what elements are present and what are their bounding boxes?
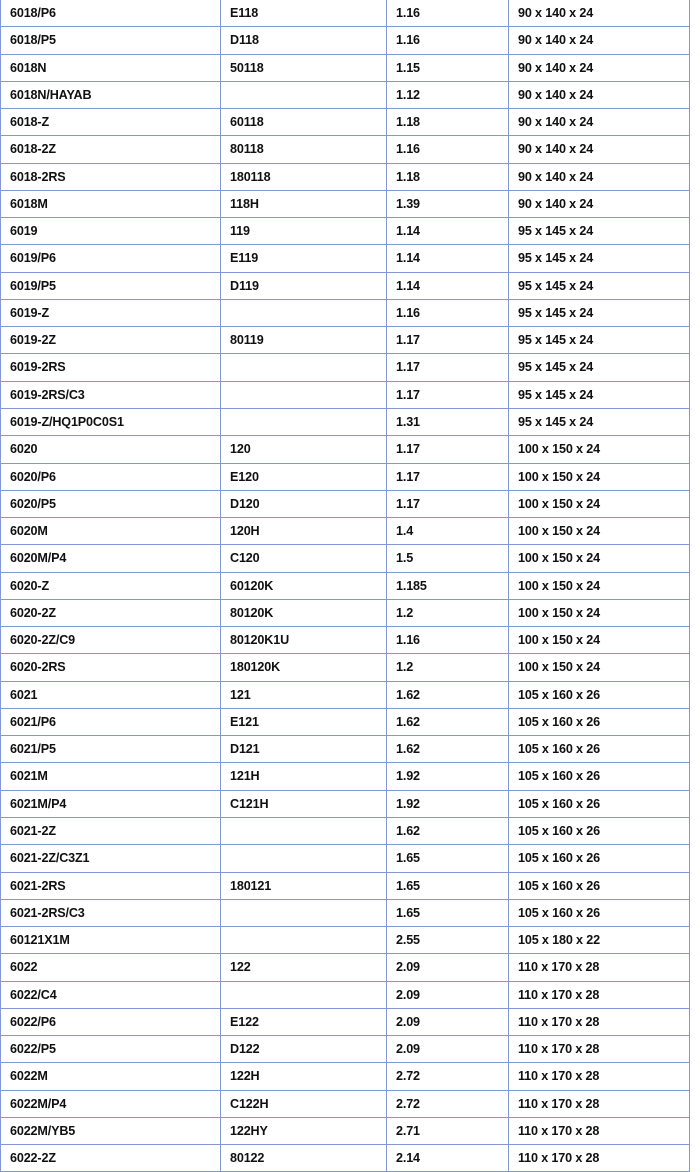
cell-dimensions_mm: 90 x 140 x 24 xyxy=(509,109,690,136)
cell-old_code: 80122 xyxy=(221,1145,387,1172)
cell-dimensions_mm: 95 x 145 x 24 xyxy=(509,245,690,272)
cell-designation: 60121X1M xyxy=(1,927,221,954)
cell-designation: 6019/P6 xyxy=(1,245,221,272)
cell-old_code xyxy=(221,81,387,108)
cell-old_code: E121 xyxy=(221,708,387,735)
cell-designation: 6022 xyxy=(1,954,221,981)
cell-designation: 6020-2Z xyxy=(1,599,221,626)
cell-weight_kg: 1.2 xyxy=(387,654,509,681)
cell-designation: 6018N/HAYAB xyxy=(1,81,221,108)
cell-weight_kg: 2.72 xyxy=(387,1063,509,1090)
table-row xyxy=(1,490,690,517)
cell-weight_kg: 1.15 xyxy=(387,54,509,81)
cell-designation: 6019/P5 xyxy=(1,272,221,299)
cell-weight_kg: 2.14 xyxy=(387,1145,509,1172)
cell-designation: 6020M xyxy=(1,518,221,545)
cell-designation: 6021-2RS xyxy=(1,872,221,899)
cell-old_code: 118H xyxy=(221,190,387,217)
cell-old_code: E122 xyxy=(221,1008,387,1035)
cell-dimensions_mm: 105 x 160 x 26 xyxy=(509,899,690,926)
cell-dimensions_mm: 110 x 170 x 28 xyxy=(509,1008,690,1035)
table-row xyxy=(1,327,690,354)
cell-designation: 6018-Z xyxy=(1,109,221,136)
cell-dimensions_mm: 95 x 145 x 24 xyxy=(509,218,690,245)
cell-old_code: D122 xyxy=(221,1036,387,1063)
table-row xyxy=(1,845,690,872)
table-row xyxy=(1,1090,690,1117)
table-row xyxy=(1,163,690,190)
cell-weight_kg: 2.72 xyxy=(387,1090,509,1117)
cell-old_code: D120 xyxy=(221,490,387,517)
cell-designation: 6020 xyxy=(1,436,221,463)
cell-weight_kg: 1.16 xyxy=(387,299,509,326)
cell-weight_kg: 1.12 xyxy=(387,81,509,108)
cell-dimensions_mm: 105 x 160 x 26 xyxy=(509,763,690,790)
cell-designation: 6022M/P4 xyxy=(1,1090,221,1117)
cell-designation: 6022/P5 xyxy=(1,1036,221,1063)
cell-weight_kg: 1.16 xyxy=(387,627,509,654)
cell-designation: 6021/P5 xyxy=(1,736,221,763)
cell-old_code: 180120K xyxy=(221,654,387,681)
cell-old_code: 50118 xyxy=(221,54,387,81)
cell-dimensions_mm: 95 x 145 x 24 xyxy=(509,299,690,326)
cell-designation: 6020-2Z/C9 xyxy=(1,627,221,654)
cell-old_code: 121 xyxy=(221,681,387,708)
table-row xyxy=(1,1008,690,1035)
table-row xyxy=(1,1117,690,1144)
cell-designation: 6018N xyxy=(1,54,221,81)
cell-designation: 6019-Z xyxy=(1,299,221,326)
table-row xyxy=(1,27,690,54)
cell-weight_kg: 1.17 xyxy=(387,354,509,381)
table-row xyxy=(1,790,690,817)
cell-old_code: 122 xyxy=(221,954,387,981)
cell-designation: 6022M/YB5 xyxy=(1,1117,221,1144)
cell-dimensions_mm: 90 x 140 x 24 xyxy=(509,190,690,217)
cell-dimensions_mm: 100 x 150 x 24 xyxy=(509,572,690,599)
cell-designation: 6019-2RS xyxy=(1,354,221,381)
cell-designation: 6021M xyxy=(1,763,221,790)
table-row xyxy=(1,109,690,136)
cell-old_code xyxy=(221,299,387,326)
cell-dimensions_mm: 90 x 140 x 24 xyxy=(509,163,690,190)
cell-weight_kg: 1.14 xyxy=(387,272,509,299)
table-row xyxy=(1,190,690,217)
cell-designation: 6019-Z/HQ1P0C0S1 xyxy=(1,408,221,435)
cell-old_code xyxy=(221,981,387,1008)
cell-designation: 6020-2RS xyxy=(1,654,221,681)
table-row xyxy=(1,654,690,681)
table-row xyxy=(1,872,690,899)
cell-old_code xyxy=(221,927,387,954)
cell-weight_kg: 1.14 xyxy=(387,218,509,245)
cell-weight_kg: 1.62 xyxy=(387,736,509,763)
cell-designation: 6020/P6 xyxy=(1,463,221,490)
table-row xyxy=(1,463,690,490)
cell-dimensions_mm: 110 x 170 x 28 xyxy=(509,1090,690,1117)
table-row xyxy=(1,927,690,954)
cell-dimensions_mm: 100 x 150 x 24 xyxy=(509,518,690,545)
cell-old_code xyxy=(221,817,387,844)
cell-dimensions_mm: 100 x 150 x 24 xyxy=(509,436,690,463)
table-row xyxy=(1,381,690,408)
cell-old_code: 60120K xyxy=(221,572,387,599)
table-row xyxy=(1,136,690,163)
table-row xyxy=(1,0,690,27)
cell-dimensions_mm: 105 x 180 x 22 xyxy=(509,927,690,954)
cell-old_code: D119 xyxy=(221,272,387,299)
cell-dimensions_mm: 100 x 150 x 24 xyxy=(509,463,690,490)
cell-dimensions_mm: 110 x 170 x 28 xyxy=(509,1117,690,1144)
cell-weight_kg: 1.2 xyxy=(387,599,509,626)
cell-weight_kg: 2.09 xyxy=(387,1036,509,1063)
table-row xyxy=(1,518,690,545)
cell-dimensions_mm: 100 x 150 x 24 xyxy=(509,545,690,572)
cell-weight_kg: 1.92 xyxy=(387,763,509,790)
cell-designation: 6022M xyxy=(1,1063,221,1090)
cell-dimensions_mm: 110 x 170 x 28 xyxy=(509,1145,690,1172)
cell-weight_kg: 1.14 xyxy=(387,245,509,272)
cell-dimensions_mm: 110 x 170 x 28 xyxy=(509,981,690,1008)
cell-dimensions_mm: 95 x 145 x 24 xyxy=(509,272,690,299)
table-row xyxy=(1,1063,690,1090)
cell-weight_kg: 1.17 xyxy=(387,381,509,408)
table-body xyxy=(1,0,690,1172)
table-row xyxy=(1,817,690,844)
cell-weight_kg: 1.17 xyxy=(387,436,509,463)
cell-dimensions_mm: 95 x 145 x 24 xyxy=(509,327,690,354)
cell-designation: 6021 xyxy=(1,681,221,708)
cell-old_code: D118 xyxy=(221,27,387,54)
cell-dimensions_mm: 90 x 140 x 24 xyxy=(509,54,690,81)
cell-designation: 6020M/P4 xyxy=(1,545,221,572)
cell-designation: 6018M xyxy=(1,190,221,217)
cell-dimensions_mm: 105 x 160 x 26 xyxy=(509,681,690,708)
cell-dimensions_mm: 90 x 140 x 24 xyxy=(509,136,690,163)
cell-old_code: E120 xyxy=(221,463,387,490)
table-row xyxy=(1,599,690,626)
table-row xyxy=(1,54,690,81)
table-row xyxy=(1,408,690,435)
table-row xyxy=(1,899,690,926)
table-row xyxy=(1,627,690,654)
cell-dimensions_mm: 105 x 160 x 26 xyxy=(509,872,690,899)
cell-old_code: 120H xyxy=(221,518,387,545)
cell-old_code: 80120K1U xyxy=(221,627,387,654)
cell-dimensions_mm: 105 x 160 x 26 xyxy=(509,790,690,817)
cell-old_code: 80118 xyxy=(221,136,387,163)
cell-designation: 6019-2RS/C3 xyxy=(1,381,221,408)
cell-dimensions_mm: 110 x 170 x 28 xyxy=(509,1063,690,1090)
cell-designation: 6019-2Z xyxy=(1,327,221,354)
cell-weight_kg: 1.17 xyxy=(387,490,509,517)
cell-old_code: C121H xyxy=(221,790,387,817)
cell-weight_kg: 2.09 xyxy=(387,1008,509,1035)
cell-old_code: 60118 xyxy=(221,109,387,136)
table-row xyxy=(1,272,690,299)
table-row xyxy=(1,299,690,326)
cell-old_code xyxy=(221,381,387,408)
cell-designation: 6018-2Z xyxy=(1,136,221,163)
cell-old_code: 121H xyxy=(221,763,387,790)
cell-weight_kg: 2.09 xyxy=(387,954,509,981)
cell-old_code: D121 xyxy=(221,736,387,763)
cell-weight_kg: 2.09 xyxy=(387,981,509,1008)
cell-old_code xyxy=(221,354,387,381)
cell-weight_kg: 1.5 xyxy=(387,545,509,572)
cell-old_code: 120 xyxy=(221,436,387,463)
cell-dimensions_mm: 100 x 150 x 24 xyxy=(509,654,690,681)
cell-designation: 6021M/P4 xyxy=(1,790,221,817)
table-row xyxy=(1,681,690,708)
cell-weight_kg: 1.17 xyxy=(387,463,509,490)
cell-designation: 6020/P5 xyxy=(1,490,221,517)
cell-weight_kg: 1.92 xyxy=(387,790,509,817)
table-row xyxy=(1,1036,690,1063)
cell-designation: 6018/P5 xyxy=(1,27,221,54)
cell-weight_kg: 1.4 xyxy=(387,518,509,545)
table-row xyxy=(1,708,690,735)
cell-old_code xyxy=(221,845,387,872)
cell-designation: 6021-2RS/C3 xyxy=(1,899,221,926)
cell-weight_kg: 2.55 xyxy=(387,927,509,954)
cell-weight_kg: 1.31 xyxy=(387,408,509,435)
cell-old_code: 180118 xyxy=(221,163,387,190)
table-row xyxy=(1,736,690,763)
cell-weight_kg: 1.17 xyxy=(387,327,509,354)
cell-dimensions_mm: 105 x 160 x 26 xyxy=(509,845,690,872)
cell-weight_kg: 1.39 xyxy=(387,190,509,217)
table-row xyxy=(1,954,690,981)
cell-designation: 6021/P6 xyxy=(1,708,221,735)
cell-old_code: C122H xyxy=(221,1090,387,1117)
cell-weight_kg: 1.18 xyxy=(387,109,509,136)
cell-dimensions_mm: 90 x 140 x 24 xyxy=(509,81,690,108)
cell-weight_kg: 1.185 xyxy=(387,572,509,599)
cell-dimensions_mm: 110 x 170 x 28 xyxy=(509,954,690,981)
cell-old_code xyxy=(221,899,387,926)
cell-dimensions_mm: 100 x 150 x 24 xyxy=(509,627,690,654)
table-row xyxy=(1,218,690,245)
cell-designation: 6019 xyxy=(1,218,221,245)
cell-old_code: E119 xyxy=(221,245,387,272)
table-row xyxy=(1,572,690,599)
cell-old_code: 180121 xyxy=(221,872,387,899)
table-row xyxy=(1,81,690,108)
cell-dimensions_mm: 105 x 160 x 26 xyxy=(509,817,690,844)
cell-weight_kg: 1.16 xyxy=(387,136,509,163)
cell-designation: 6020-Z xyxy=(1,572,221,599)
cell-old_code: 122H xyxy=(221,1063,387,1090)
cell-dimensions_mm: 95 x 145 x 24 xyxy=(509,408,690,435)
cell-designation: 6021-2Z/C3Z1 xyxy=(1,845,221,872)
cell-dimensions_mm: 110 x 170 x 28 xyxy=(509,1036,690,1063)
cell-old_code: 119 xyxy=(221,218,387,245)
cell-designation: 6022-2Z xyxy=(1,1145,221,1172)
cell-dimensions_mm: 100 x 150 x 24 xyxy=(509,599,690,626)
cell-designation: 6018/P6 xyxy=(1,0,221,27)
cell-weight_kg: 1.65 xyxy=(387,899,509,926)
table-row xyxy=(1,545,690,572)
cell-dimensions_mm: 90 x 140 x 24 xyxy=(509,27,690,54)
cell-dimensions_mm: 95 x 145 x 24 xyxy=(509,381,690,408)
cell-designation: 6018-2RS xyxy=(1,163,221,190)
cell-weight_kg: 1.65 xyxy=(387,872,509,899)
cell-old_code: 80119 xyxy=(221,327,387,354)
cell-old_code: 80120K xyxy=(221,599,387,626)
table-row xyxy=(1,245,690,272)
cell-weight_kg: 2.71 xyxy=(387,1117,509,1144)
cell-weight_kg: 1.62 xyxy=(387,817,509,844)
cell-dimensions_mm: 95 x 145 x 24 xyxy=(509,354,690,381)
cell-old_code: E118 xyxy=(221,0,387,27)
cell-weight_kg: 1.16 xyxy=(387,27,509,54)
table-row xyxy=(1,1145,690,1172)
cell-old_code: C120 xyxy=(221,545,387,572)
cell-weight_kg: 1.65 xyxy=(387,845,509,872)
table-row xyxy=(1,436,690,463)
cell-weight_kg: 1.62 xyxy=(387,681,509,708)
table-row xyxy=(1,763,690,790)
cell-dimensions_mm: 105 x 160 x 26 xyxy=(509,708,690,735)
cell-designation: 6021-2Z xyxy=(1,817,221,844)
cell-old_code xyxy=(221,408,387,435)
cell-dimensions_mm: 90 x 140 x 24 xyxy=(509,0,690,27)
cell-designation: 6022/P6 xyxy=(1,1008,221,1035)
cell-weight_kg: 1.62 xyxy=(387,708,509,735)
cell-weight_kg: 1.18 xyxy=(387,163,509,190)
table-row xyxy=(1,354,690,381)
cell-weight_kg: 1.16 xyxy=(387,0,509,27)
cell-designation: 6022/C4 xyxy=(1,981,221,1008)
table-row xyxy=(1,981,690,1008)
cell-dimensions_mm: 100 x 150 x 24 xyxy=(509,490,690,517)
cell-dimensions_mm: 105 x 160 x 26 xyxy=(509,736,690,763)
cell-old_code: 122HY xyxy=(221,1117,387,1144)
